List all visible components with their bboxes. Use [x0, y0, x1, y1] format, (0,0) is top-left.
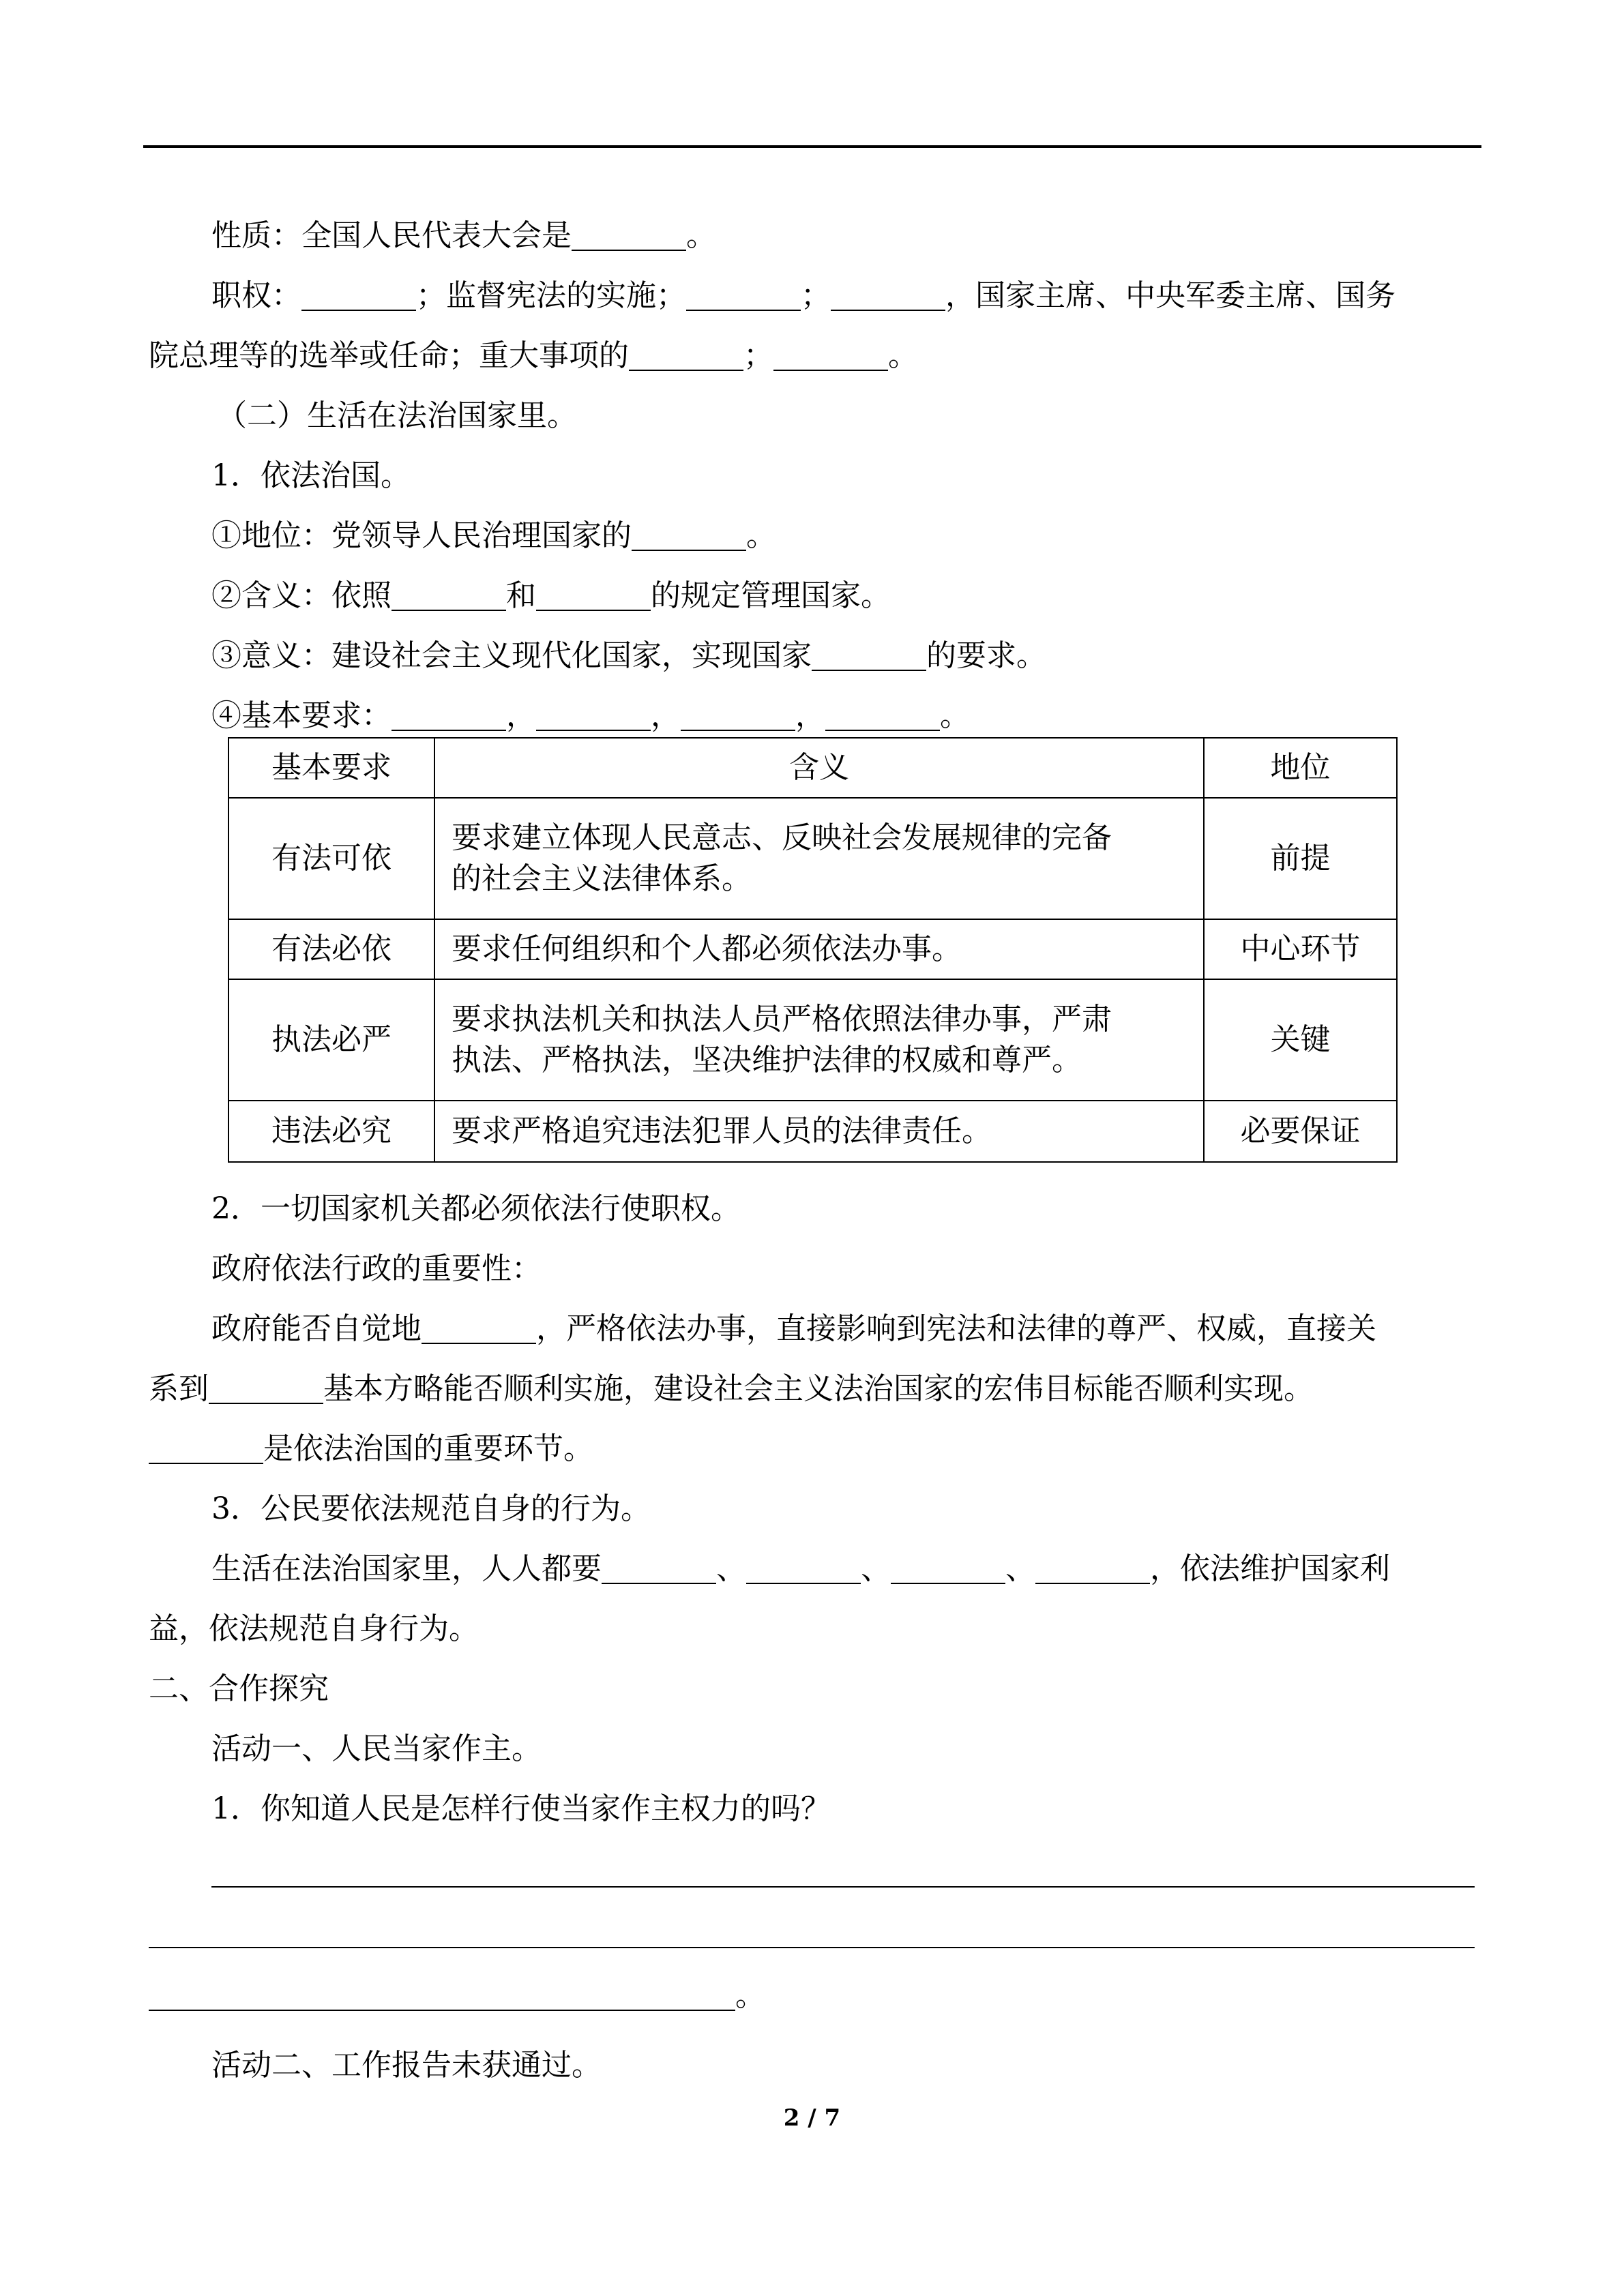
header-meaning: 含义 [434, 738, 1204, 798]
punct: 。 [888, 338, 918, 373]
header-status: 地位 [1204, 738, 1397, 798]
blank [392, 578, 506, 611]
blank [149, 1978, 735, 2011]
cell-status: 中心环节 [1204, 919, 1397, 979]
blank [831, 278, 945, 311]
header-rule [143, 145, 1481, 148]
coop-heading: 二、合作探究 [149, 1671, 329, 1706]
gov-text: 基本方略能否顺利实施，建设社会主义法治国家的宏伟目标能否顺利实现。 [323, 1371, 1314, 1406]
blank [629, 338, 743, 371]
activity-one-heading: 活动一、人民当家作主。 [211, 1731, 542, 1766]
gov-text: 是依法治国的重要环节。 [263, 1431, 593, 1466]
citizens-heading: 3．公民要依法规范自身的行为。 [211, 1491, 651, 1526]
powers-label: 职权： [211, 278, 301, 313]
blank [209, 1371, 323, 1404]
punct: 。 [940, 698, 970, 733]
punct: 、 [716, 1551, 746, 1586]
basic-label: ④基本要求： [211, 698, 392, 733]
punct: ， [795, 698, 825, 733]
blank [536, 578, 651, 611]
status-text: ①地位：党领导人民治理国家的 [211, 518, 632, 553]
blank [301, 278, 416, 311]
meaning-text: 和 [506, 578, 536, 613]
punct: ， [506, 698, 536, 733]
significance-line [211, 636, 1046, 676]
citizens-line-2: 益，依法规范自身行为。 [149, 1611, 479, 1646]
blank [681, 698, 795, 731]
cell-status: 必要保证 [1204, 1101, 1397, 1162]
punct: 。 [746, 518, 776, 553]
powers-line-2 [149, 336, 918, 376]
citizens-text: ，依法维护国家利 [1150, 1551, 1390, 1586]
status-line [211, 516, 776, 556]
meaning-line [211, 576, 891, 616]
gov-text: 政府能否自觉地 [211, 1311, 422, 1346]
punct: 、 [861, 1551, 891, 1586]
citizens-line [211, 1549, 1390, 1590]
punct: 。 [686, 218, 716, 253]
rule-by-law-heading: 1．依法治国。 [211, 458, 411, 493]
blank [149, 1431, 263, 1464]
punct: 、 [1005, 1551, 1035, 1586]
table-row [228, 919, 1397, 979]
cell-requirement: 执法必严 [228, 979, 434, 1101]
answer-line [211, 1886, 1475, 1888]
gov-importance-label: 政府依法行政的重要性： [211, 1251, 542, 1286]
significance-text: 的要求。 [926, 638, 1046, 673]
nature-line [211, 215, 716, 256]
nature-text: 性质：全国人民代表大会是 [211, 218, 572, 253]
blank [632, 518, 746, 551]
header-requirement: 基本要求 [228, 738, 434, 798]
answer-line-last [149, 1976, 765, 2016]
cell-meaning [434, 979, 1204, 1101]
meaning-text: 的规定管理国家。 [651, 578, 891, 613]
blank [602, 1551, 716, 1584]
cell-status: 前提 [1204, 798, 1397, 919]
cell-meaning [434, 798, 1204, 919]
basic-requirements-line [211, 696, 970, 736]
table-row [228, 1101, 1397, 1162]
gov-line-3 [149, 1429, 593, 1470]
blank [891, 1551, 1005, 1584]
blank [422, 1311, 536, 1344]
blank [392, 698, 506, 731]
section-heading: （二）生活在法治国家里。 [217, 398, 577, 433]
activity-two-heading: 活动二、工作报告未获通过。 [211, 2048, 602, 2083]
punct: ； [801, 278, 831, 313]
blank [1035, 1551, 1150, 1584]
table-row [228, 798, 1397, 919]
blank [773, 338, 888, 371]
answer-line [149, 1947, 1475, 1948]
punct: 。 [735, 1978, 765, 2013]
table-header-row [228, 738, 1397, 798]
blank [686, 278, 801, 311]
cell-status: 关键 [1204, 979, 1397, 1101]
meaning-line: 执法、严格执法，坚决维护法律的权威和尊严。 [452, 1043, 1082, 1077]
cell-requirement: 违法必究 [228, 1101, 434, 1162]
table-row [228, 979, 1397, 1101]
punct: ， [651, 698, 681, 733]
blank [572, 218, 686, 251]
meaning-line: 要求建立体现人民意志、反映社会发展规律的完备 [452, 820, 1112, 855]
punct: ； [743, 338, 773, 373]
cell-meaning: 要求任何组织和个人都必须依法办事。 [434, 919, 1204, 979]
organs-heading: 2．一切国家机关都必须依法行使职权。 [211, 1191, 741, 1226]
citizens-text: 生活在法治国家里，人人都要 [211, 1551, 602, 1586]
activity-one-question: 1．你知道人民是怎样行使当家作主权力的吗？ [211, 1791, 831, 1826]
requirements-table [228, 737, 1398, 1163]
blank [746, 1551, 861, 1584]
cell-requirement: 有法必依 [228, 919, 434, 979]
meaning-line: 要求执法机关和执法人员严格依照法律办事，严肃 [452, 1002, 1112, 1037]
powers-line [211, 275, 1396, 316]
blank [825, 698, 940, 731]
page-number: 2 / 7 [783, 2104, 841, 2132]
meaning-line: 的社会主义法律体系。 [452, 861, 752, 896]
blank [812, 638, 926, 671]
powers-text: ，国家主席、中央军委主席、国务 [945, 278, 1396, 313]
gov-line-2 [149, 1369, 1314, 1410]
powers-text: ；监督宪法的实施； [416, 278, 686, 313]
cell-meaning: 要求严格追究违法犯罪人员的法律责任。 [434, 1101, 1204, 1162]
significance-text: ③意义：建设社会主义现代化国家，实现国家 [211, 638, 812, 673]
blank [536, 698, 651, 731]
cell-requirement: 有法可依 [228, 798, 434, 919]
meaning-text: ②含义：依照 [211, 578, 392, 613]
gov-text: 系到 [149, 1371, 209, 1406]
gov-line [211, 1309, 1376, 1350]
gov-text: ，严格依法办事，直接影响到宪法和法律的尊严、权威，直接关 [536, 1311, 1376, 1346]
powers-text: 院总理等的选举或任命；重大事项的 [149, 338, 629, 373]
